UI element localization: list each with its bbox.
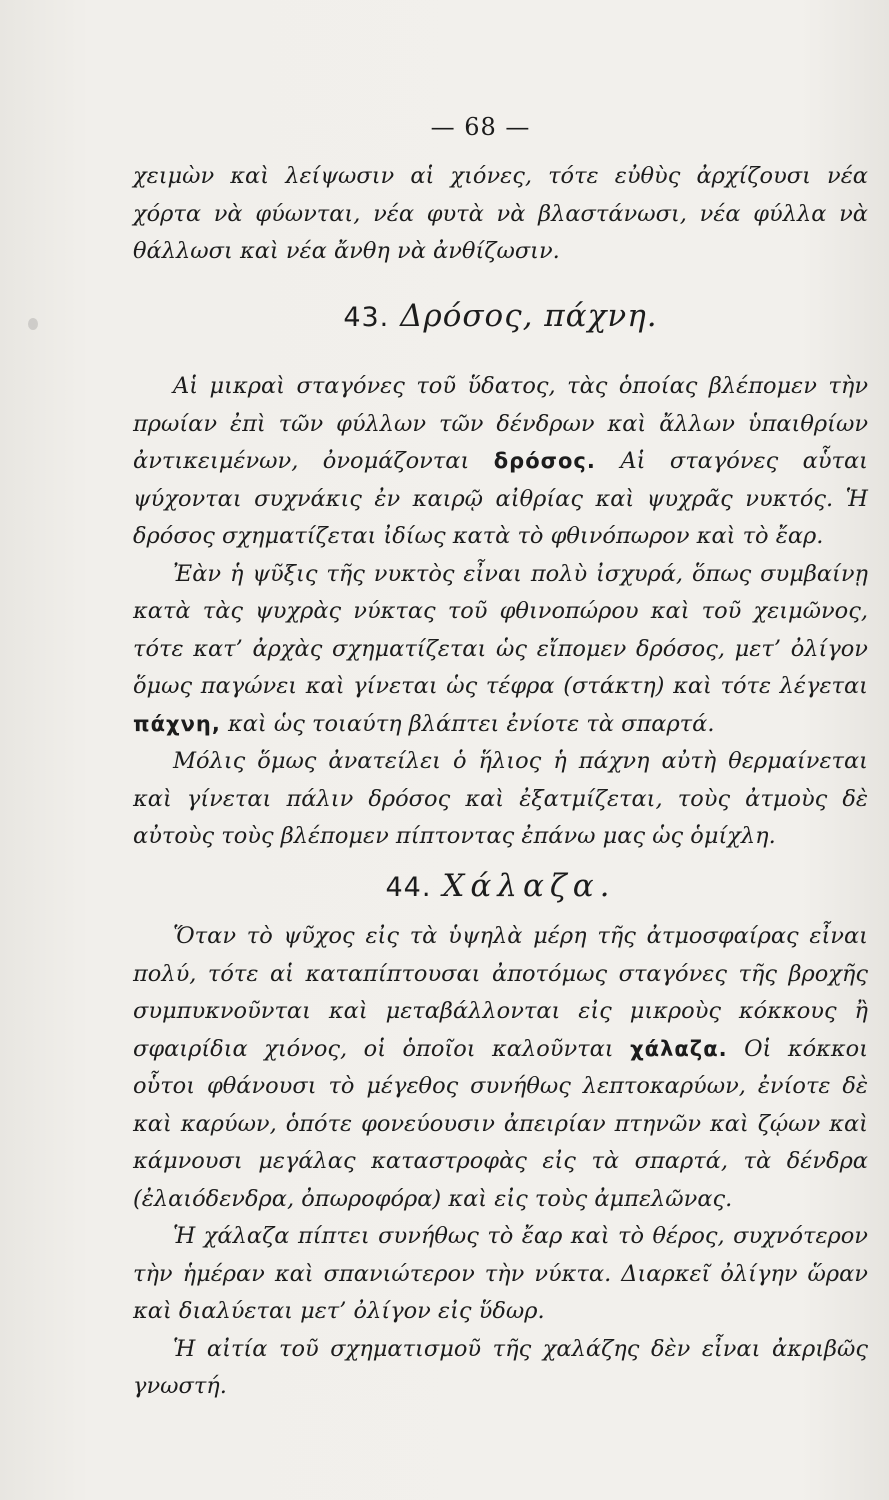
paragraph-43-3: Μόλις ὅμως ἀνατείλει ὁ ἥλιος ἡ πάχνη αὐτὴ θερμαίνεται καὶ γίνεται πάλιν δρόσος καὶ ἐξατμίζεται, τοὺς ἀτμοὺς δὲ αὐτοὺς τοὺς βλέπομεν πίπτοντας ἐπάνω μας ὡς ὁμίχλη.: [133, 748, 868, 849]
p43-1-text-b: Αἱ σταγόνες αὗται ψύχονται συχνάκις ἐν καιρῷ αἰθρίας καὶ ψυχρᾶς νυκτός. Ἡ δρόσος σχηματίζεται ἰδίως κατὰ τὸ φθινόπωρον καὶ τὸ ἔαρ.: [133, 448, 869, 549]
section-44-heading: [133, 868, 868, 904]
paragraph-44-1: [133, 918, 868, 1218]
paragraph-44-3: Ἡ αἰτία τοῦ σχηματισμοῦ τῆς χαλάζης δὲν εἶναι ἀκριβῶς γνωστή.: [133, 1335, 868, 1399]
section-43-heading: [133, 298, 868, 334]
intro-line-1: χειμὼν καὶ λείψωσιν αἱ χιόνες, τότε εὐθὺς ἀρχίζουσι νέα χόρτα νὰ: [133, 163, 868, 227]
p44-1-text-b: Οἱ κόκκοι οὗτοι φθάνουσι τὸ μέγεθος συνήθως λεπτοκαρύων, ἐνίοτε δὲ καὶ καρύων, ὁπότε φονεύουσιν ἀπειρίαν πτηνῶν καὶ ζῴων καὶ κάμνουσι μεγάλας καταστροφὰς εἰς τὰ σπαρτά, τὰ δένδρα (ἐλαιόδενδρα, ὀπωροφόρα) καὶ εἰς τοὺς ἀμπελῶνας.: [133, 1035, 869, 1212]
paragraph-43-2: [133, 556, 868, 744]
section-43-body: [133, 368, 868, 856]
section-44-number: 44.: [385, 872, 432, 903]
p43-2-text-b: καὶ ὡς τοιαύτη βλάπτει ἐνίοτε τὰ σπαρτά.: [227, 710, 715, 737]
p44-1-text-a: Ὅταν τὸ ψῦχος εἰς τὰ ὑψηλὰ μέρη τῆς ἀτμοσφαίρας εἶναι πολύ, τότε αἱ καταπίπτουσαι ἀποτόμως σταγόνες τῆς βροχῆς συμπυκνοῦνται καὶ μεταβάλλονται εἰς μικροὺς κόκκους ἢ σφαιρίδια χιόνος, οἱ ὁποῖοι καλοῦνται: [133, 923, 868, 1062]
paragraph-44-2: Ἡ χάλαζα πίπτει συνήθως τὸ ἔαρ καὶ τὸ θέρος, συχνότερον τὴν ἡμέραν καὶ σπανιώτερον τὴν νύκτα. Διαρκεῖ ὀλίγην ὥραν καὶ διαλύεται μετ’ ὀλίγον εἰς ὕδωρ.: [133, 1223, 868, 1324]
paragraph-intro: [133, 158, 868, 271]
intro-line-2: φύωνται, νέα φυτὰ νὰ βλαστάνωσι, νέα φύλλα νὰ θάλλωσι καὶ νέα: [133, 200, 868, 264]
p43-1-text-a: Αἱ μικραὶ σταγόνες τοῦ ὕδατος, τὰς ὁποίας βλέπομεν τὴν πρωίαν ἐπὶ τῶν φύλλων τῶν δένδρων καὶ ἄλλων ὑπαιθρίων ἀντικειμένων, ὀνομάζονται: [133, 373, 868, 474]
section-44-title: Χάλαζα.: [442, 868, 616, 904]
binding-mark: [28, 318, 38, 330]
paragraph-43-1: [133, 368, 868, 556]
section-44-body: [133, 918, 868, 1406]
term-pachni: πάχνη,: [133, 711, 221, 736]
p43-2-text-a: Ἐὰν ἡ ψῦξις τῆς νυκτὸς εἶναι πολὺ ἰσχυρά, ὅπως συμβαίνῃ κατὰ τὰς ψυχρὰς νύκτας τοῦ φθινοπώρου καὶ τοῦ χειμῶνος, τότε κατ’ ἀρχὰς σχηματίζεται ὡς εἴπομεν δρόσος, μετ’ ὀλίγον ὅμως παγώνει καὶ γίνεται ὡς τέφρα (στάκτη) καὶ τότε λέγεται: [133, 560, 868, 699]
section-43-number: 43.: [343, 302, 390, 333]
intro-line-3: ἄνθη νὰ ἀνθίζωσιν.: [333, 238, 560, 264]
section-43-title: Δρόσος, πάχνη.: [400, 298, 658, 334]
page-number: — 68 —: [430, 113, 531, 141]
term-chalaza: χάλαζα.: [630, 1036, 728, 1061]
term-drosos: δρόσος.: [493, 449, 596, 473]
